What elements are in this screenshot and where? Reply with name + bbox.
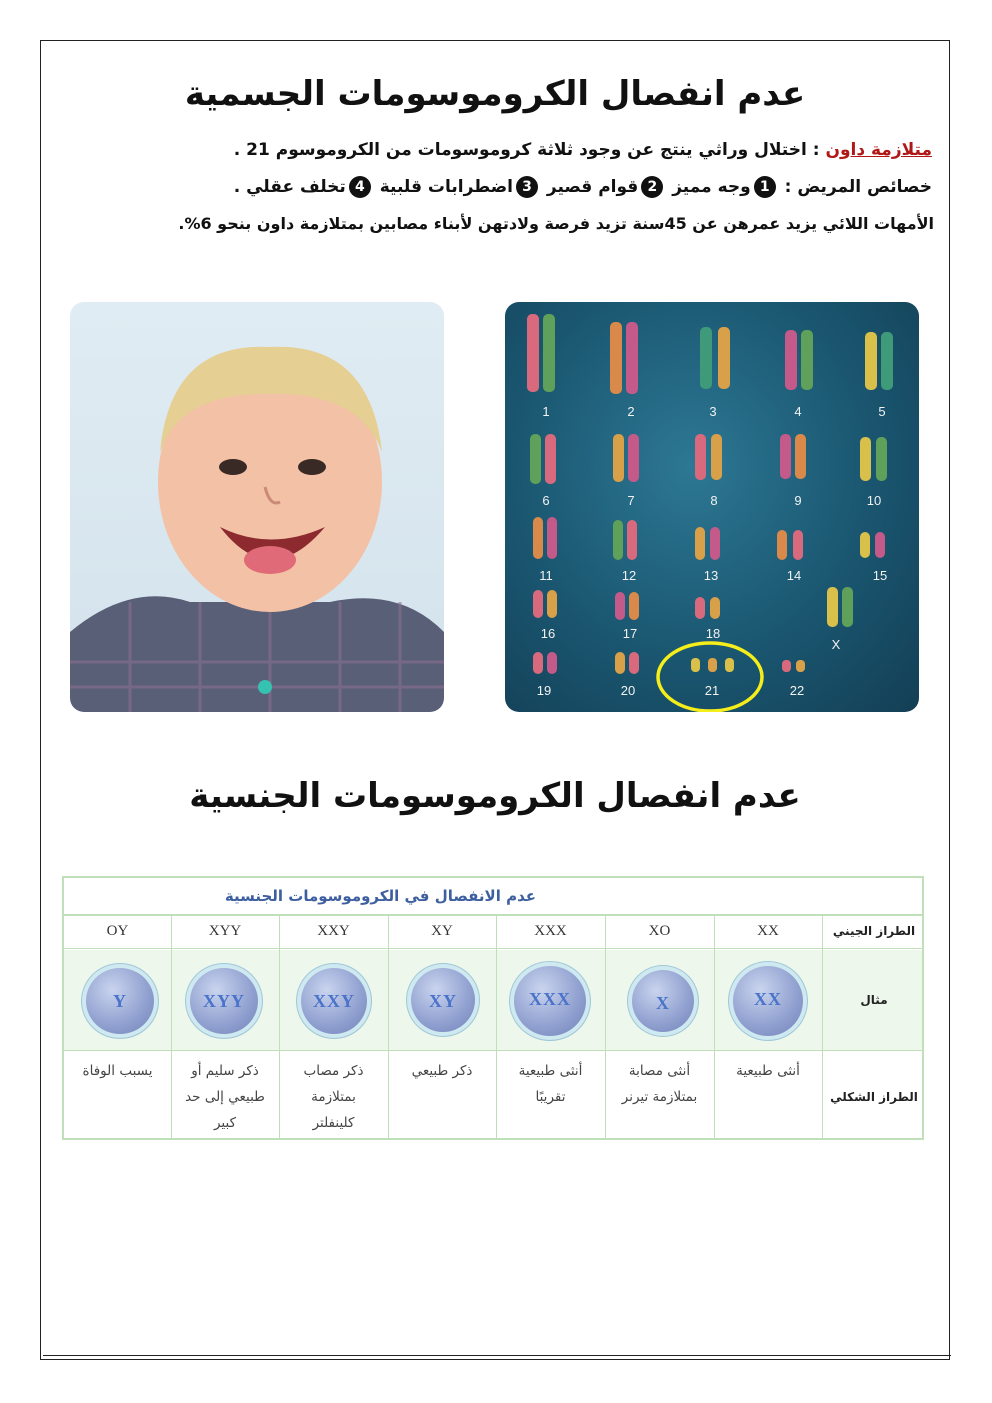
child-photo [70, 302, 444, 712]
phenotype-xy [388, 1058, 496, 1084]
table-header [64, 878, 922, 916]
karyo-label-13: 13 [703, 568, 719, 583]
karyotype-image [505, 302, 919, 712]
page-border-bottom [43, 1355, 951, 1356]
trait-4: تخلف عقلي . [233, 177, 346, 197]
trait-number-2: 2 [641, 176, 663, 198]
cell-marks-xyy: XYY [203, 991, 245, 1011]
karyo-label-12: 12 [621, 568, 637, 583]
trait-number-1: 1 [754, 176, 776, 198]
karyo-label-6: 6 [542, 493, 550, 508]
cell-marks-xy: XY [429, 991, 457, 1011]
cell-marks-xxy: XXY [313, 991, 355, 1011]
phenotype-xxx-line: أنثى طبيعية [518, 1063, 583, 1079]
trait-number-3: 3 [516, 176, 538, 198]
phenotype-oy [64, 1058, 171, 1084]
col-divider [822, 914, 823, 1138]
karyo-label-17: 17 [622, 626, 638, 641]
karyo-label-14: 14 [786, 568, 802, 583]
genotype-xxy: XXY [317, 923, 350, 939]
table-header-text: عدم الانفصال في الكروموسومات الجنسية [224, 887, 536, 905]
karyo-label-4: 4 [794, 404, 802, 419]
cell-xx [729, 962, 807, 1040]
cell-marks-xx: XX [754, 989, 782, 1009]
phenotype-xx-line: أنثى طبيعية [736, 1063, 800, 1079]
karyo-label-2: 2 [627, 404, 635, 419]
trait-3: اضطرابات قلبية [379, 177, 513, 197]
phenotype-xo-line: بمتلازمة تيرنر [621, 1089, 698, 1105]
traits-label: خصائص المريض : [778, 177, 932, 197]
phenotype-xyy-line: ذكر سليم أو [191, 1063, 259, 1079]
highlight-circle-21 [658, 643, 762, 711]
karyo-label-11: 11 [539, 568, 553, 583]
genotype-xyy: XYY [208, 923, 242, 939]
karyo-label-1: 1 [542, 404, 550, 419]
karyo-label-7: 7 [627, 493, 635, 508]
karyo-label-20: 20 [620, 683, 636, 698]
phenotype-xx [714, 1058, 822, 1084]
row-label-genotype: الطراز الجيني [832, 924, 916, 938]
col-divider [714, 914, 715, 1138]
karyo-label-x: X [831, 637, 841, 652]
trait-1: وجه مميز [672, 177, 751, 197]
child-illustration [70, 302, 444, 712]
row-label-example: مثال [860, 993, 888, 1007]
phenotype-xo-line: أنثى مصابة [628, 1063, 691, 1079]
cell-xxy [297, 964, 371, 1038]
cell-xxx [510, 962, 590, 1040]
row-label-phenotype: الطراز الشكلي [830, 1090, 918, 1104]
traits-line [60, 176, 932, 198]
cell-xy [407, 964, 479, 1036]
genotype-oy: OY [106, 923, 129, 939]
nondisjunction-table [62, 876, 924, 1140]
trait-number-4: 4 [349, 176, 371, 198]
title-autosomal: عدم انفصال الكروموسومات الجسمية [184, 74, 806, 114]
down-definition: : اختلال وراثي ينتج عن وجود ثلاثة كروموسومات من الكروموسوم 21 . [233, 140, 826, 160]
phenotype-xy-line: ذكر طبيعي [411, 1063, 473, 1079]
phenotype-xxx-line: تقريبًا [535, 1089, 566, 1105]
phenotype-xyy [171, 1058, 279, 1136]
genotype-xy: XY [431, 923, 453, 939]
col-divider [388, 914, 389, 1138]
genotype-xo: XO [648, 923, 671, 939]
karyo-label-5: 5 [878, 404, 886, 419]
karyo-label-10: 10 [866, 493, 882, 508]
phenotype-xxy-line: بمتلازمة [311, 1089, 356, 1105]
cell-marks-oy: Y [113, 991, 127, 1011]
phenotype-xo [605, 1058, 714, 1110]
cell-marks-xo: X [656, 993, 670, 1013]
trait-2: قوام قصير [546, 177, 639, 197]
phenotype-xxy-line: ذكر مصاب [303, 1063, 364, 1079]
mothers-age-line: الأمهات اللائي يزيد عمرهن عن 45سنة تزيد فرصة ولادتهن لأبناء مصابين بمتلازمة داون بنحو 6%. [178, 214, 934, 233]
phenotype-xyy-line: كبير [213, 1115, 237, 1131]
karyo-label-22: 22 [789, 683, 805, 698]
genotype-xxx: XXX [534, 923, 567, 939]
phenotype-xyy-line: طبيعي إلى حد [185, 1089, 265, 1105]
cell-xyy [186, 964, 262, 1038]
cell-xo [628, 966, 698, 1036]
karyo-label-18: 18 [705, 626, 721, 641]
karyo-label-8: 8 [710, 493, 718, 508]
karyo-label-19: 19 [536, 683, 552, 698]
down-definition-line [60, 140, 932, 160]
karyo-label-9: 9 [794, 493, 802, 508]
phenotype-xxy-line: كلينفلتر [312, 1115, 355, 1131]
genotype-xx: XX [757, 923, 779, 939]
karyo-label-16: 16 [540, 626, 556, 641]
phenotype-oy-line: يسبب الوفاة [82, 1063, 153, 1079]
karyo-label-21: 21 [704, 683, 720, 698]
karyo-label-15: 15 [872, 568, 888, 583]
cell-marks-xxx: XXX [529, 989, 571, 1009]
title-sex-chromosomes: عدم انفصال الكروموسومات الجنسية [189, 776, 801, 816]
down-term: متلازمة داون [825, 140, 932, 160]
cell-oy [82, 964, 158, 1038]
phenotype-xxx [496, 1058, 605, 1110]
phenotype-xxy [279, 1058, 388, 1136]
karyo-label-3: 3 [709, 404, 717, 419]
